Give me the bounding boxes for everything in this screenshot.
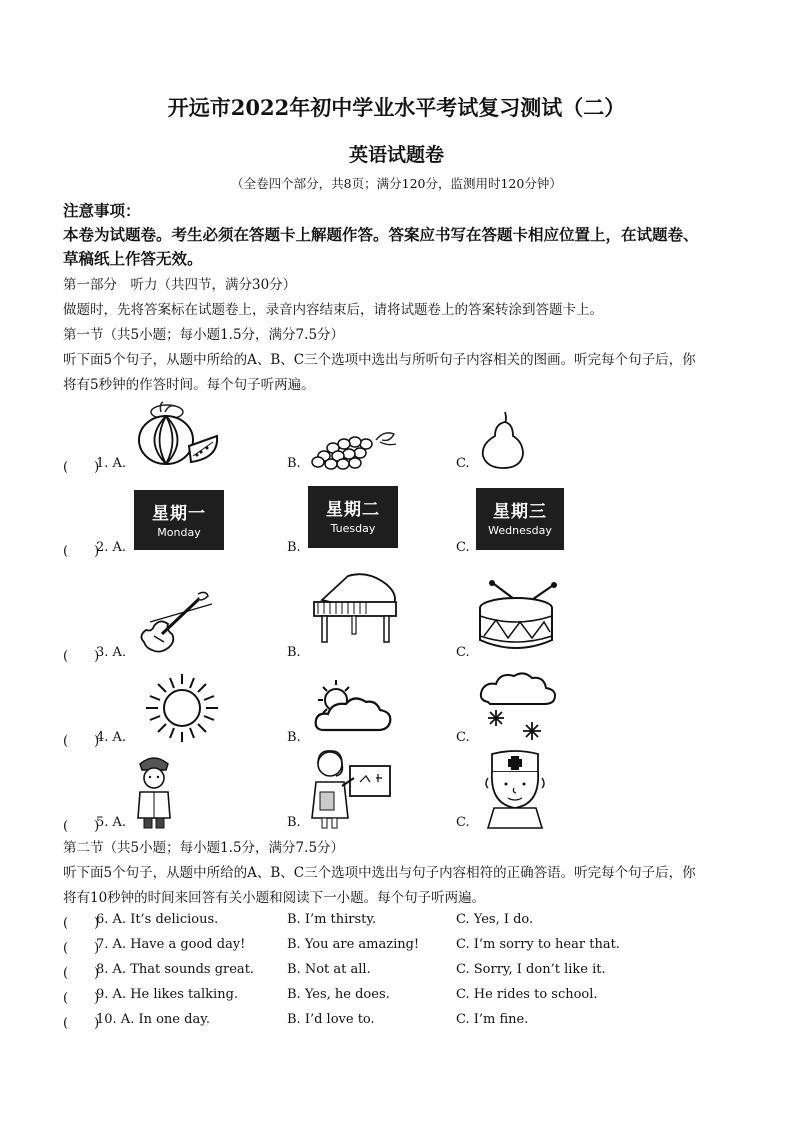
option-b: B. Yes, he does. xyxy=(287,987,390,1002)
option-c: C. He rides to school. xyxy=(456,987,598,1002)
grapes-icon[interactable] xyxy=(310,426,400,470)
answer-blank[interactable]: ( ) xyxy=(63,649,100,664)
exam-info: （全卷四个部分，共8页；满分120分，监测用时120分钟） xyxy=(231,176,562,191)
pear-icon[interactable] xyxy=(475,410,531,470)
question-number: 2. A. xyxy=(96,540,127,555)
option-a: 9. A. He likes talking. xyxy=(96,987,239,1002)
section1-heading: 第一节（共5小题；每小题1.5分，满分7.5分） xyxy=(63,327,345,343)
option-c-label: C. xyxy=(456,540,470,555)
sun-icon[interactable] xyxy=(136,672,228,744)
violin-icon[interactable] xyxy=(136,588,216,658)
answer-blank[interactable]: ( ) xyxy=(63,544,100,559)
option-b: B. Not at all. xyxy=(287,962,371,977)
question-number: 3. A. xyxy=(96,645,127,660)
answer-blank[interactable]: ( ) xyxy=(63,941,100,956)
notice-heading: 注意事项： xyxy=(63,201,141,220)
monday-sign[interactable] xyxy=(134,490,224,550)
option-c: C. Yes, I do. xyxy=(456,912,534,927)
sign-english: Wednesday xyxy=(488,524,552,537)
question-number: 5. A. xyxy=(96,815,127,830)
option-c-label: C. xyxy=(456,456,470,471)
option-b-label: B. xyxy=(287,456,301,471)
drum-icon[interactable] xyxy=(474,580,560,654)
option-b-label: B. xyxy=(287,540,301,555)
sign-english: Monday xyxy=(157,526,201,539)
option-a: 10. A. In one day. xyxy=(96,1012,210,1027)
watermelon-icon[interactable] xyxy=(133,400,223,468)
tuesday-sign[interactable] xyxy=(308,486,398,548)
snow-icon[interactable] xyxy=(474,668,560,742)
answer-blank[interactable]: ( ) xyxy=(63,991,100,1006)
part1-instruction: 做题时，先将答案标在试题卷上，录音内容结束后，请将试题卷上的答案转涂到答题卡上。 xyxy=(63,302,603,318)
police-officer-icon[interactable] xyxy=(134,752,174,830)
section1-instruction-1: 听下面5个句子，从题中所给的A、B、C三个选项中选出与所听句子内容相关的图画。听完每个句子后，你 xyxy=(63,352,696,368)
teacher-icon[interactable] xyxy=(310,748,396,830)
option-a: 8. A. That sounds great. xyxy=(96,962,255,977)
option-a: 6. A. It’s delicious. xyxy=(96,912,219,927)
answer-blank[interactable]: ( ) xyxy=(63,819,100,834)
option-c-label: C. xyxy=(456,730,470,745)
option-b: B. I’m thirsty. xyxy=(287,912,377,927)
piano-icon[interactable] xyxy=(308,570,400,646)
page-title: 开远市2022年初中学业水平考试复习测试（二） xyxy=(167,95,626,120)
answer-blank[interactable]: ( ) xyxy=(63,916,100,931)
option-c-label: C. xyxy=(456,645,470,660)
page-subtitle: 英语试题卷 xyxy=(348,144,444,166)
answer-blank[interactable]: ( ) xyxy=(63,460,100,475)
sign-chinese: 星期二 xyxy=(326,500,380,520)
option-b-label: B. xyxy=(287,730,301,745)
answer-blank[interactable]: ( ) xyxy=(63,734,100,749)
option-c: C. I’m sorry to hear that. xyxy=(456,937,620,952)
question-number: 1. A. xyxy=(96,456,127,471)
option-c: C. Sorry, I don’t like it. xyxy=(456,962,606,977)
sign-chinese: 星期三 xyxy=(493,502,547,522)
wednesday-sign[interactable] xyxy=(476,488,564,550)
sign-english: Tuesday xyxy=(330,522,376,535)
section2-instruction-2: 将有10秒钟的时间来回答有关小题和阅读下一小题。每个句子听两遍。 xyxy=(63,890,486,906)
section1-instruction-2: 将有5秒钟的作答时间。每个句子听两遍。 xyxy=(63,377,315,393)
option-b: B. I’d love to. xyxy=(287,1012,375,1027)
section2-heading: 第二节（共5小题；每小题1.5分，满分7.5分） xyxy=(63,840,345,856)
notice-line-2: 草稿纸上作答无效。 xyxy=(63,249,203,268)
option-c: C. I’m fine. xyxy=(456,1012,529,1027)
answer-blank[interactable]: ( ) xyxy=(63,966,100,981)
cloudy-icon[interactable] xyxy=(304,676,394,738)
question-number: 4. A. xyxy=(96,730,127,745)
doctor-icon[interactable] xyxy=(480,748,550,830)
option-c-label: C. xyxy=(456,815,470,830)
answer-blank[interactable]: ( ) xyxy=(63,1016,100,1031)
option-a: 7. A. Have a good day! xyxy=(96,937,246,952)
sign-chinese: 星期一 xyxy=(152,504,206,524)
option-b-label: B. xyxy=(287,645,301,660)
option-b-label: B. xyxy=(287,815,301,830)
option-b: B. You are amazing! xyxy=(287,937,420,952)
section2-instruction-1: 听下面5个句子，从题中所给的A、B、C三个选项中选出与句子内容相符的正确答语。听完每个句子后，你 xyxy=(63,865,696,881)
notice-line-1: 本卷为试题卷。考生必须在答题卡上解题作答。答案应书写在答题卡相应位置上，在试题卷、 xyxy=(63,225,699,244)
part1-heading: 第一部分 听力（共四节，满分30分） xyxy=(63,277,297,293)
